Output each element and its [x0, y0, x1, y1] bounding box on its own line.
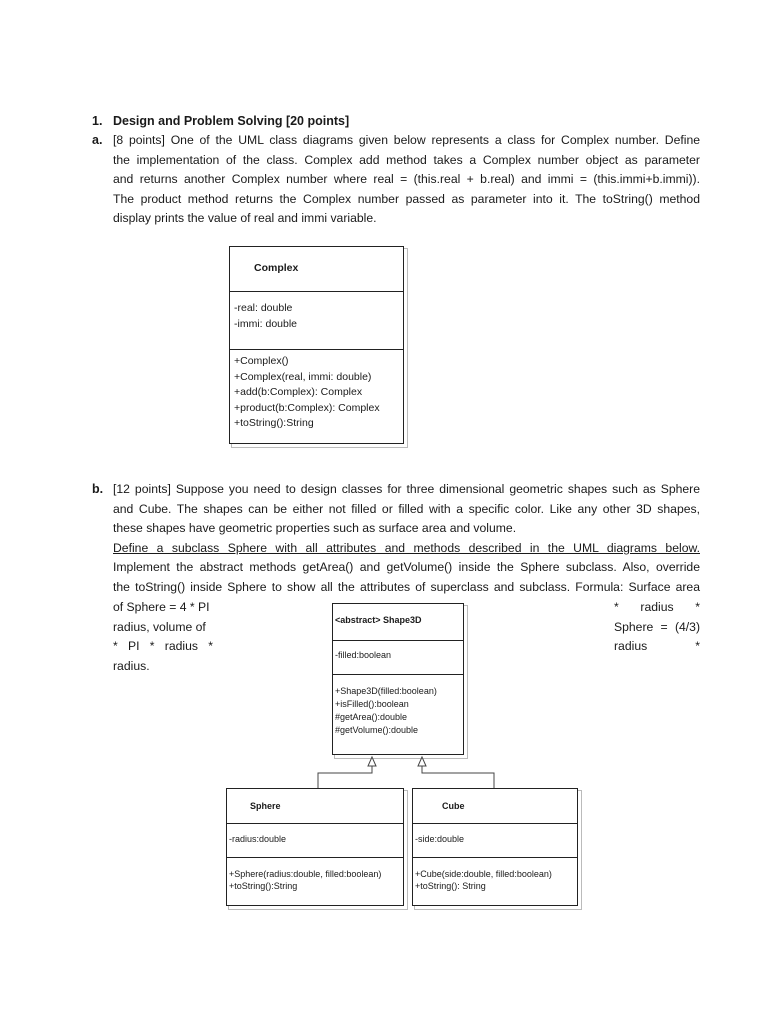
part-b-line: and Cube. The shapes can be either not filled or filled with a specific color. Like any other 3D shapes, [113, 501, 700, 516]
attributes-section [227, 824, 403, 858]
sphere-class-diagram [226, 788, 404, 906]
class-name: Complex [254, 262, 299, 274]
question-number: 1. [92, 114, 103, 128]
sphere-inheritance-line [318, 766, 372, 788]
method: +toString(): String [415, 881, 486, 891]
attributes-section [413, 824, 577, 858]
attribute: -radius:double [229, 834, 287, 844]
method: +Complex() [234, 355, 289, 367]
class-name-section [413, 789, 577, 824]
part-b-line: Implement the abstract methods getArea() and getVolume() inside the Sphere subclass. Also, override [113, 560, 700, 575]
class-name: Sphere [250, 801, 281, 811]
attribute: -immi: double [234, 317, 298, 330]
method: +toString():String [229, 881, 298, 891]
class-name: Cube [442, 801, 465, 811]
formula-fragment: * radius * [614, 600, 700, 614]
attribute: -real: double [234, 302, 293, 314]
part-b-label: b. [92, 482, 104, 496]
attribute: -filled:boolean [335, 650, 392, 660]
part-a-line: and returns another Complex number where real = (this.real + b.real) and immi = (this.immi+b.immi)). [113, 172, 700, 187]
method: +Sphere(radius:double, filled:boolean) [229, 869, 382, 879]
part-b-line: [12 points] Suppose you need to design classes for three dimensional geometric shapes such as Sphere [113, 482, 700, 496]
part-b-underlined-line: Define a subclass Sphere with all attributes and methods described in the UML diagrams below. [113, 540, 700, 555]
part-a-line: The product method returns the Complex number passed as parameter into it. The toString() method [113, 191, 700, 206]
method: +Complex(real, immi: double) [234, 370, 372, 383]
formula-fragment: radius. [113, 658, 150, 673]
method: #getArea():double [335, 712, 408, 722]
class-name: <abstract> Shape3D [335, 615, 422, 625]
part-a-line: display prints the value of real and immi variable. [113, 211, 377, 226]
inheritance-arrowhead [418, 757, 426, 766]
method: +Cube(side:double, filled:boolean) [415, 869, 552, 879]
method: +product(b:Complex): Complex [234, 401, 380, 414]
formula-fragment: radius * [614, 639, 700, 654]
methods-section [227, 858, 403, 892]
formula-fragment: * PI * radius * [113, 639, 213, 654]
method: +isFilled():boolean [335, 699, 409, 709]
part-a-label: a. [92, 133, 103, 147]
formula-fragment: radius, volume of [113, 619, 206, 634]
formula-fragment: of Sphere = 4 * PI [113, 600, 210, 614]
methods-section [413, 858, 577, 892]
cube-inheritance-line [422, 766, 494, 788]
class-name-section [227, 789, 403, 824]
part-a-line: the implementation of the class. Complex add method takes a Complex number object as parameter [113, 152, 700, 167]
method: +add(b:Complex): Complex [234, 386, 363, 398]
attribute: -side:double [415, 834, 465, 844]
method: +toString():String [234, 417, 314, 429]
method: +Shape3D(filled:boolean) [335, 686, 437, 696]
method: #getVolume():double [335, 725, 419, 735]
part-b-line: the toString() inside Sphere to show all the attributes of superclass and subclass. Formula: Surface area [113, 579, 700, 594]
inheritance-arrowhead [368, 757, 376, 766]
question-title: Design and Problem Solving [20 points] [113, 114, 350, 128]
cube-class-diagram [412, 788, 578, 906]
formula-fragment: Sphere = (4/3) [614, 619, 700, 634]
part-a-line: [8 points] One of the UML class diagrams given below represents a class for Complex number. Define [113, 133, 700, 147]
part-b-line: these shapes have geometric properties such as surface area and volume. [113, 521, 517, 536]
